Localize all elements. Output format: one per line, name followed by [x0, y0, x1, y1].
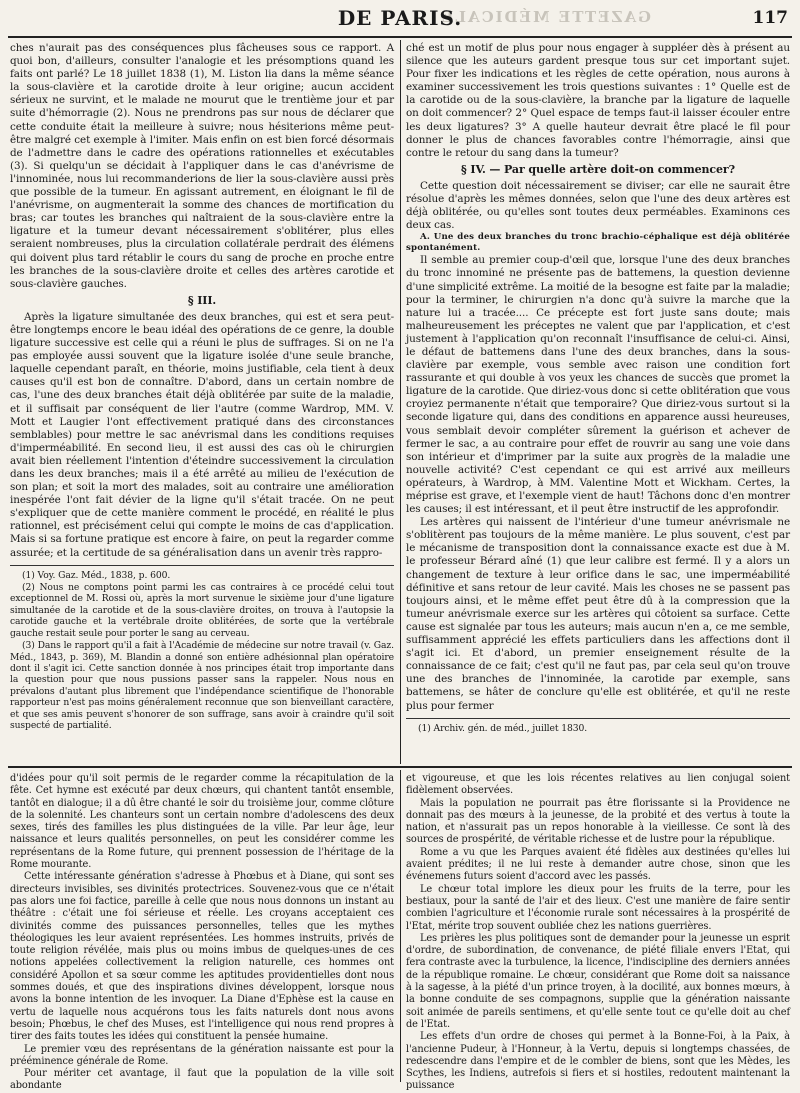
show-through-text: GAZETTE MÉDICALE: [440, 8, 651, 26]
paragraph: Le premier vœu des représentans de la génération naissante est pour la prééminence générale de Rome.: [10, 1043, 394, 1067]
subheading: A. Une des deux branches du tronc brachio-céphalique est déjà oblitérée spontanément.: [406, 232, 790, 254]
paragraph: Les prières les plus politiques sont de demander pour la jeunesse un esprit d'ordre, de subordination, de convenance, de piété filiale envers l'Etat, qui fera contraste avec la turbulence, la licence, l'indiscipline des derniers années de la république romaine. Le chœur, considérant que Rome doit sa naissance à la sagesse, à la piété d'un prince troyen, à la docilité, aux bonnes mœurs, à la bonne conduite de ses compagnons, supplie que la génération naissante soit animée de pareils sentimens, et qu'elle sente tout ce qu'elle doit au chef de l'Etat.: [406, 932, 790, 1030]
footnote-rule: [10, 565, 394, 566]
paragraph: Cette question doit nécessairement se diviser; car elle ne saurait être résolue d'après les mêmes données, selon que l'une des deux artères est déjà oblitérée, ou qu'elles sont toutes deux perméables. Examinons ces deux cas.: [406, 179, 790, 232]
paragraph: ches n'aurait pas des conséquences plus fâcheuses sous ce rapport. A quoi bon, d'ailleurs, consulter l'analogie et les présomptions quand les faits ont parlé? Le 18 juillet 1838 (1), M. Liston lia dans la même séance la sous-clavière et la carotide droite à leur origine; aucun accident sérieux ne survint, et le malade ne mourut que le trentième jour et par suite d'hémorragie (2). Nous ne prendrons pas sur nous de déclarer que cette conduite était la meilleure à suivre; nous hésiterions même peut-être malgré cet exemple à l'imiter. Mais enfin on est bien forcé désormais de l'admettre dans le cadre des opérations rationnelles et exécutables (3). Si quelqu'un se décidait à l'appliquer dans le cas d'anévrisme de l'innominée, nous lui recommanderions de lier la sous-clavière aussi près que possible de la tumeur. En agissant autrement, en éloignant le fil de l'anévrisme, on augmenterait la somme des chances de mortification du bras; car toutes les branches qui naîtraient de la sous-clavière entre la ligature et la tumeur devant nécessairement s'oblitérer, plus elles seraient nombreuses, plus la circulation collatérale perdrait des élémens qui doivent plus tard rétablir le cours du sang de proche en proche entre les branches de la sous-clavière droite et celles des artères carotide et sous-clavière gauches.: [10, 42, 394, 290]
paragraph: Il semble au premier coup-d'œil que, lorsque l'une des deux branches du tronc innominé ne présente pas de battemens, la question devienne d'une simplicité extrême. La moitié de la besogne est faite par la maladie; pour la terminer, le chirurgien n'a donc qu'à suivre la marche que la nature lui a tracée.... Ce précepte est fort juste sans doute; mais malheureusement les préceptes ne valent que par l'application, et c'est justement à l'application qu'on reconnaît l'insuffisance de celui-ci. Ainsi, le défaut de battemens dans l'une des deux branches, dans la sous-clavière par exemple, vous semble avec raison une condition fort rassurante et qui double à vos yeux les chances de succès que promet la ligature de la carotide. Que diriez-vous donc si cette oblitération que vous croyiez permanente n'était que temporaire? Que diriez-vous surtout si la seconde ligature qui, dans des conditions en apparence aussi heureuses, vous semblait devoir compléter sûrement la guérison et achever de fermer le sac, a au contraire pour effet de rouvrir au sang une voie dans son intérieur et d'imprimer par la suite aux progrès de la maladie une nouvelle activité? C'est cependant ce qui est arrivé aux meilleurs opérateurs, à Wardrop, à MM. Valentine Mott et Wickham. Certes, la méprise est grave, et l'exemple vient de haut! Tâchons donc d'en montrer les causes; il est intéressant, et il peut être instructif de les approfondir.: [406, 254, 790, 516]
upper-column-divider: [400, 40, 401, 764]
footnote: (2) Nous ne comptons point parmi les cas contraires à ce procédé celui tout exceptionnel de M. Rossi où, après la mort survenue le sixième jour d'une ligature simultanée de la carotide et de la sous-clavière droites, on trouva à l'autopsie la carotide gauche et la vertébrale droite oblitérées, de sorte que la vertébrale gauche restait seule pour porter le sang au cerveau.: [10, 582, 394, 639]
footnote: (1) Archiv. gén. de méd., juillet 1830.: [418, 722, 588, 734]
paragraph: Le chœur total implore les dieux pour les fruits de la terre, pour les bestiaux, pour la santé de l'air et des lieux. C'est une manière de faire sentir combien l'agriculture et l'économie rurale sont nécessaires à la prospérité de l'Etat, mérite trop souvent oubliée chez les nations guerrières.: [406, 883, 790, 932]
paragraph: Mais la population ne pourrait pas être florissante si la Providence ne donnait pas des mœurs à la jeunesse, de la probité et des vertus à toute la nation, et n'assurait pas un repos honorable à la vieillesse. Ce sont là des sources de prospérité, de véritable richesse et de lustre pour la république.: [406, 797, 790, 846]
lower-left-column: [10, 773, 394, 1092]
paragraph: Cette intéressante génération s'adresse à Phœbus et à Diane, qui sont ses directeurs invisibles, ses divinités protectrices. Souvenez-vous que ce n'était pas alors une foi factice, pareille à celle que nous nous donnons un instant au théâtre : c'était une foi sérieuse et réelle. Les croyans acceptaient ces divinités comme des puissances personnelles, telles que les mythes théologiques les leur avaient représentées. Les hommes instruits, privés de toute religion révélée, mais plus ou moins imbus de quelques-unes de ces notions appelées collectivement la religion naturelle, ces hommes ont considéré Apollon et sa sœur comme les aptitudes providentielles dont nous sommes doués, et que des inspirations divines développent, lorsque nous avons la bonne intention de les invoquer. La Diane d'Ephèse est la cause en vertu de laquelle nous acquérons tous les faits naturels dont nous avons besoin; Phœbus, le chef des Muses, est l'intelligence qui nous rend propres à tirer des faits toutes les idées qui constituent la pensée humaine.: [10, 871, 394, 1043]
paragraph: Les effets d'un ordre de choses qui permet à la Bonne-Foi, à la Paix, à l'ancienne Pudeur, à l'Honneur, à la Vertu, depuis si longtemps chassées, de redescendre dans l'empire et de le combler de biens, sont que les Mèdes, les Scythes, les Indiens, autrefois si fiers et si hostiles, redoutent maintenant la puissance: [406, 1031, 790, 1092]
upper-right-column: [406, 42, 790, 764]
page-number: 117: [752, 8, 788, 28]
footnote: (1) Voy. Gaz. Méd., 1838, p. 600.: [22, 569, 171, 581]
footnote: (3) Dans le rapport qu'il a fait à l'Académie de médecine sur notre travail (v. Gaz. Méd., 1843, p. 369), M. Blandin a donné son entière adhésionnal plan opératoire dont il s'agit ici. Cette sanction donnée à nos principes était trop importante dans la question pour que nous pussions passer sans la rappeler. Nous nous en prévalons d'autant plus librement que l'indépendance scientifique de l'honorable rapporteur n'est pas moins généralement reconnue que son bienveillant caractère, et que ses amis peuvent s'honorer de son suffrage, sans avoir à craindre qu'il soit suspecté de partialité.: [10, 640, 394, 731]
section-heading: § IV. — Par quelle artère doit-on commencer?: [461, 162, 735, 176]
paragraph: Après la ligature simultanée des deux branches, qui est et sera peut-être longtemps encore le beau idéal des opérations de ce genre, la double ligature successive est celle qui a réuni le plus de suffrages. Si on ne l'a pas employée aussi souvent que la ligature isolée d'une seule branche, laquelle cependant paraît, en théorie, moins justifiable, cela tient à deux causes qu'il est bon de connaître. D'abord, dans un certain nombre de cas, l'une des deux branches était déjà oblitérée par suite de la maladie, et il suffisait par conséquent de lier l'autre (comme Wardrop, MM. V. Mott et Laugier l'ont effectivement pratiqué dans des circonstances semblables) pour mettre le sac anévrismal dans les conditions requises d'imperméabilité. En second lieu, il est aussi des cas où le chirurgien avait bien réellement l'intention d'éteindre successivement la circulation dans les deux branches; mais il a été arrêté au milieu de l'exécution de son plan; et soit la mort des malades, soit au contraire une amélioration inespérée l'ont fait dévier de la ligne qu'il s'était tracée. On ne peut s'expliquer que de cette manière comment le procédé, en réalité le plus rationnel, est précisément celui qui compte le moins de cas d'application. Mais si sa fortune pratique est encore à faire, on peut la regarder comme assurée; et la certitude de sa généralisation dans un avenir très rappro-: [10, 310, 394, 559]
footnotes: [10, 570, 394, 732]
running-title: DE PARIS.: [337, 6, 463, 30]
header-rule: [8, 36, 792, 38]
paragraph: et vigoureuse, et que les lois récentes relatives au lien conjugal soient fidèlement observées.: [406, 773, 790, 797]
section-rule: [8, 766, 792, 768]
paragraph: Pour mériter cet avantage, il faut que la population de la ville soit abondante: [10, 1068, 394, 1092]
lower-column-divider: [400, 770, 401, 1082]
paragraph: d'idées pour qu'il soit permis de le regarder comme la récapitulation de la fête. Cet hymne est exécuté par deux chœurs, qui chantent tantôt ensemble, tantôt en dialogue; il a dû être chanté le soir du troisième jour, comme clôture de la solennité. Les chanteurs sont un certain nombre d'adolescens des deux sexes, tirés des familles les plus distinguées de la ville. Par leur âge, leur naissance et leurs qualités personnelles, on peut les considérer comme les représentans de la Rome future, qui prennent possession de l'héritage de la Rome mourante.: [10, 773, 394, 871]
page-header: [0, 0, 800, 40]
paragraph: Les artères qui naissent de l'intérieur d'une tumeur anévrismale ne s'oblitèrent pas toujours de la même manière. Le plus souvent, c'est par le mécanisme de transposition dont la connaissance exacte est due à M. le professeur Bérard aîné (1) que leur calibre est fermé. Il y a alors un changement de texture à leur orifice dans le sac, une imperméabilité définitive et sans retour de leur cavité. Mais les choses ne se passent pas toujours ainsi, et le même effet peut être dû à la compression que la tumeur anévrismale exerce sur les artères qui côtoient sa surface. Cette cause est signalée par tous les auteurs; mais aucun n'en a, ce me semble, suffisamment apprécié les effets particuliers dans les affections dont il s'agit ici. Et d'abord, un premier enseignement résulte de la connaissance de ce fait; c'est qu'il ne faut pas, par cela seul qu'on trouve une des branches de l'innominée, la carotide par exemple, sans battemens, se hâter de conclure qu'elle est oblitérée, et qu'il ne reste plus pour fermer: [406, 516, 790, 712]
footnotes: [406, 723, 790, 734]
section-heading: § III.: [187, 293, 217, 307]
paragraph: Rome a vu que les Parques avaient été fidèles aux destinées qu'elles lui avaient prédites; il ne lui reste à demander autre chose, sinon que les événemens futurs soient d'accord avec les passés.: [406, 846, 790, 883]
footnote-rule: [406, 718, 790, 719]
upper-left-column: [10, 42, 394, 764]
paragraph: ché est un motif de plus pour nous engager à suppléer dès à présent au silence que les auteurs gardent presque tous sur cet important sujet. Pour fixer les indications et les règles de cette opération, nous aurons à examiner successivement les trois questions suivantes : 1° Quelle est de la carotide ou de la sous-clavière, la branche par la ligature de laquelle on doit commencer? 2° Quel espace de temps faut-il laisser écouler entre les deux ligatures? 3° A quelle hauteur devrait être placé le fil pour donner le plus de chances favorables contre l'hémorragie, ainsi que contre le retour du sang dans la tumeur?: [406, 42, 790, 159]
lower-right-column: [406, 773, 790, 1092]
